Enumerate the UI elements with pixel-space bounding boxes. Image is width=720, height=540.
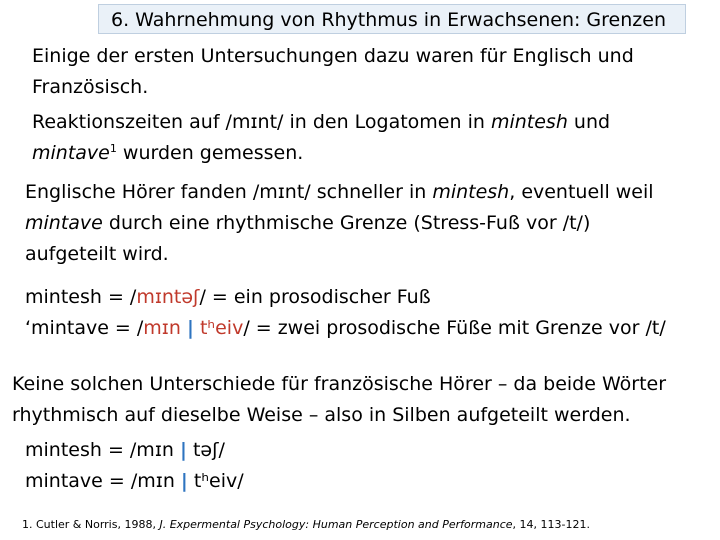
text-segment: mintesh = /mɪn (25, 439, 180, 461)
text-segment: Englische Hörer fanden /mɪnt/ schneller in (25, 181, 433, 203)
text-line: Französisch. (32, 76, 149, 98)
paragraph-transcriptions-french (25, 435, 244, 497)
footnote-marker: 1 (109, 142, 117, 155)
paragraph-transcriptions-english (25, 282, 666, 344)
paragraph-reaction-times (32, 107, 610, 169)
text-segment: und (567, 111, 611, 133)
text-line (25, 177, 654, 208)
text-line: aufgeteilt wird. (25, 243, 169, 265)
text-segment: , eventuell weil (509, 181, 654, 203)
word-mintave: mintave (32, 142, 110, 164)
text-segment: mintave = /mɪn (25, 470, 181, 492)
ipa-mintesh: mɪntəʃ (136, 286, 200, 308)
boundary-bar: | (179, 439, 187, 461)
text-line: Keine solchen Unterschiede für französische Hörer – da beide Wörter (12, 373, 667, 395)
text-segment: tʰeiv/ (187, 470, 244, 492)
word-mintesh: mintesh (490, 111, 568, 133)
text-line (32, 107, 610, 138)
text-line (25, 208, 654, 239)
text-line (32, 138, 610, 169)
text-line (25, 466, 244, 497)
paragraph-french-listeners (12, 369, 666, 431)
word-mintave: mintave (25, 212, 103, 234)
footnote-journal: J. Expermental Psychology: Human Perception and Performance (159, 518, 513, 531)
slide-title: 6. Wahrnehmung von Rhythmus in Erwachsenen: Grenzen (98, 4, 686, 34)
ipa-syllable: tʰeiv (199, 317, 244, 339)
text-line (25, 435, 244, 466)
text-segment: Reaktionszeiten auf /mɪnt/ in den Logatomen in (32, 111, 491, 133)
footnote-authors: 1. Cutler & Norris, 1988, (22, 518, 160, 531)
boundary-bar: | (186, 317, 194, 339)
text-line: rhythmisch auf dieselbe Weise – also in Silben aufgeteilt werden. (12, 404, 631, 426)
text-line (25, 313, 666, 344)
text-segment: / = zwei prosodische Füße mit Grenze vor /t/ (243, 317, 666, 339)
text-line: Einige der ersten Untersuchungen dazu waren für Englisch und (32, 45, 634, 67)
paragraph-english-listeners (25, 177, 654, 270)
boundary-bar: | (180, 470, 188, 492)
footnote (22, 518, 590, 531)
text-segment: ‘mintave = / (25, 317, 144, 339)
word-mintesh: mintesh (432, 181, 510, 203)
footnote-details: , 14, 113-121. (512, 518, 590, 531)
text-segment: / = ein prosodischer Fuß (199, 286, 431, 308)
text-line (25, 282, 666, 313)
text-segment: durch eine rhythmische Grenze (Stress-Fuß vor /t/) (102, 212, 591, 234)
text-segment: mintesh = / (25, 286, 137, 308)
paragraph-intro (32, 41, 634, 103)
ipa-syllable: mɪn (143, 317, 181, 339)
text-segment: wurden gemessen. (116, 142, 304, 164)
text-segment: təʃ/ (186, 439, 225, 461)
